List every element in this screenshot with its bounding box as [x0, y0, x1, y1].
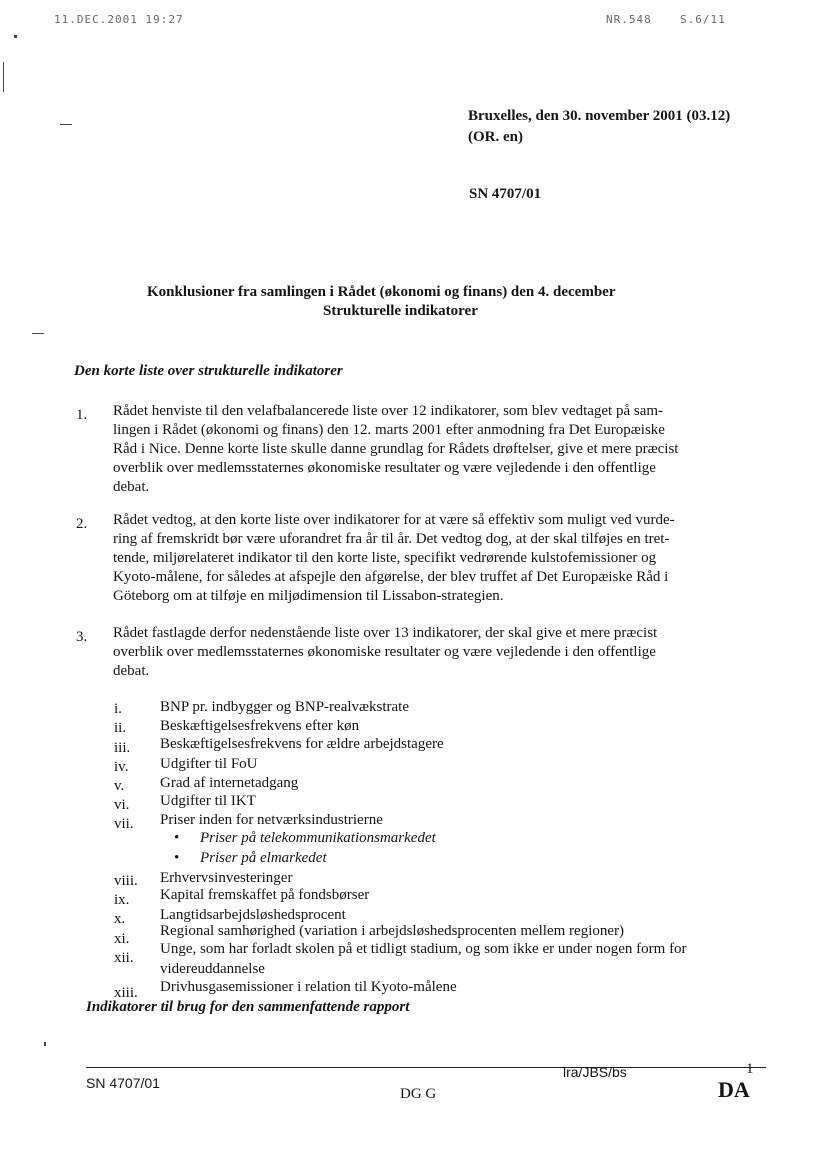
list-item: Erhvervsinvesteringer — [160, 870, 293, 886]
list-item: Grad af internetadgang — [160, 775, 299, 791]
fax-number: NR.548 — [606, 13, 652, 26]
paragraph-line: overblik over medlemsstaternes økonomiske resultater og være vejledende i den offentlige — [113, 644, 656, 660]
sub-list-item: Priser på elmarkedet — [200, 850, 327, 866]
list-number: vi. — [114, 797, 130, 813]
paragraph-line: debat. — [113, 663, 150, 679]
list-number: iii. — [114, 740, 131, 756]
scan-mark — [3, 62, 4, 92]
paragraph-line: tende, miljørelateret indikator til den korte liste, specifikt vedrørende kulstofemissioner og — [113, 550, 657, 566]
paragraph-line: Rådet fastlagde derfor nedenstående liste over 13 indikatorer, der skal give et mere præcist — [113, 625, 658, 641]
paragraph-line: ring af fremskridt bør være uforandret fra år til år. Det vedtog dog, at der skal tilføjes en tret- — [113, 531, 670, 547]
sub-list-item: Priser på telekommunikationsmarkedet — [200, 830, 436, 846]
list-number: xiii. — [114, 985, 138, 1001]
list-item: Beskæftigelsesfrekvens efter køn — [160, 718, 360, 734]
footer-dg: DG G — [400, 1086, 437, 1102]
paragraph-number: 3. — [76, 629, 88, 645]
list-item: Udgifter til FoU — [160, 756, 258, 772]
list-item: BNP pr. indbygger og BNP-realvækstrate — [160, 699, 410, 715]
language-code: DA — [718, 1077, 750, 1102]
list-number: vii. — [114, 816, 134, 832]
paragraph-number: 2. — [76, 516, 88, 532]
original-language: (OR. en) — [468, 129, 523, 145]
paragraph-line: lingen i Rådet (økonomi og finans) den 12. marts 2001 efter anmodning fra Det Europæiske — [113, 422, 665, 438]
paragraph-1 — [113, 402, 743, 497]
paragraph-number: 1. — [76, 407, 88, 423]
list-item: Beskæftigelsesfrekvens for ældre arbejdstagere — [160, 736, 444, 752]
document-number: SN 4707/01 — [469, 186, 542, 202]
paragraph-2 — [113, 511, 743, 606]
list-item: Langtidsarbejdsløshedsprocent — [160, 907, 346, 923]
paragraph-line: Råd i Nice. Denne korte liste skulle danne grundlag for Rådets drøftelser, give et mere præcist — [113, 441, 679, 457]
bullet-icon: • — [174, 850, 180, 866]
list-number: i. — [114, 701, 122, 717]
paragraph-line: Kyoto-målene, for således at afspejle den afgørelse, der blev truffet af Det Europæiske Råd i — [113, 569, 669, 585]
list-item: Kapital fremskaffet på fondsbørser — [160, 887, 370, 903]
page-number: 1 — [746, 1061, 754, 1077]
closing-heading: Indikatorer til brug for den sammenfattende rapport — [86, 999, 410, 1015]
list-number: ii. — [114, 720, 127, 736]
bullet-icon: • — [174, 830, 180, 846]
paragraph-line: Rådet vedtog, at den korte liste over indikatorer for at være så effektiv som muligt ved vurde- — [113, 512, 675, 528]
paragraph-line: Göteborg om at tilføje en miljødimension til Lissabon-strategien. — [113, 588, 504, 604]
footer-initials: lra/JBS/bs — [563, 1064, 627, 1080]
scan-speck — [14, 35, 17, 38]
list-item: Regional samhørighed (variation i arbejdsløshedsprocenten mellem regioner) — [160, 923, 625, 939]
list-number: x. — [114, 911, 126, 927]
paragraph-line: debat. — [113, 479, 150, 495]
scan-dash — [60, 124, 72, 125]
fax-page: S.6/11 — [680, 13, 726, 26]
list-number: ix. — [114, 892, 130, 908]
footer-rule — [86, 1067, 766, 1068]
scan-speck — [44, 1042, 46, 1046]
list-number: viii. — [114, 873, 138, 889]
list-item: Priser inden for netværksindustrierne — [160, 812, 383, 828]
list-number: iv. — [114, 759, 129, 775]
list-number: xi. — [114, 931, 130, 947]
paragraph-3 — [113, 624, 743, 681]
paragraph-line: Rådet henviste til den velafbalancerede liste over 12 indikatorer, som blev vedtaget på sam- — [113, 403, 664, 419]
section-heading: Den korte liste over strukturelle indikatorer — [74, 363, 343, 379]
scan-dash — [32, 333, 44, 334]
list-item: Drivhusgasemissioner i relation til Kyoto-målene — [160, 979, 457, 995]
list-item: Unge, som har forladt skolen på et tidligt stadium, og som ikke er under nogen form for — [160, 941, 687, 957]
paragraph-line: overblik over medlemsstaternes økonomiske resultater og være vejledende i den offentlige — [113, 460, 656, 476]
fax-timestamp: 11.DEC.2001 19:27 — [54, 13, 184, 26]
list-item-continuation: videreuddannelse — [160, 961, 265, 977]
list-item: Udgifter til IKT — [160, 793, 256, 809]
list-number: xii. — [114, 950, 134, 966]
document-title: Konklusioner fra samlingen i Rådet (økonomi og finans) den 4. december — [147, 284, 616, 300]
list-number: v. — [114, 778, 125, 794]
footer-document-number: SN 4707/01 — [86, 1075, 160, 1091]
place-date: Bruxelles, den 30. november 2001 (03.12) — [468, 108, 731, 124]
document-subtitle: Strukturelle indikatorer — [323, 303, 478, 319]
